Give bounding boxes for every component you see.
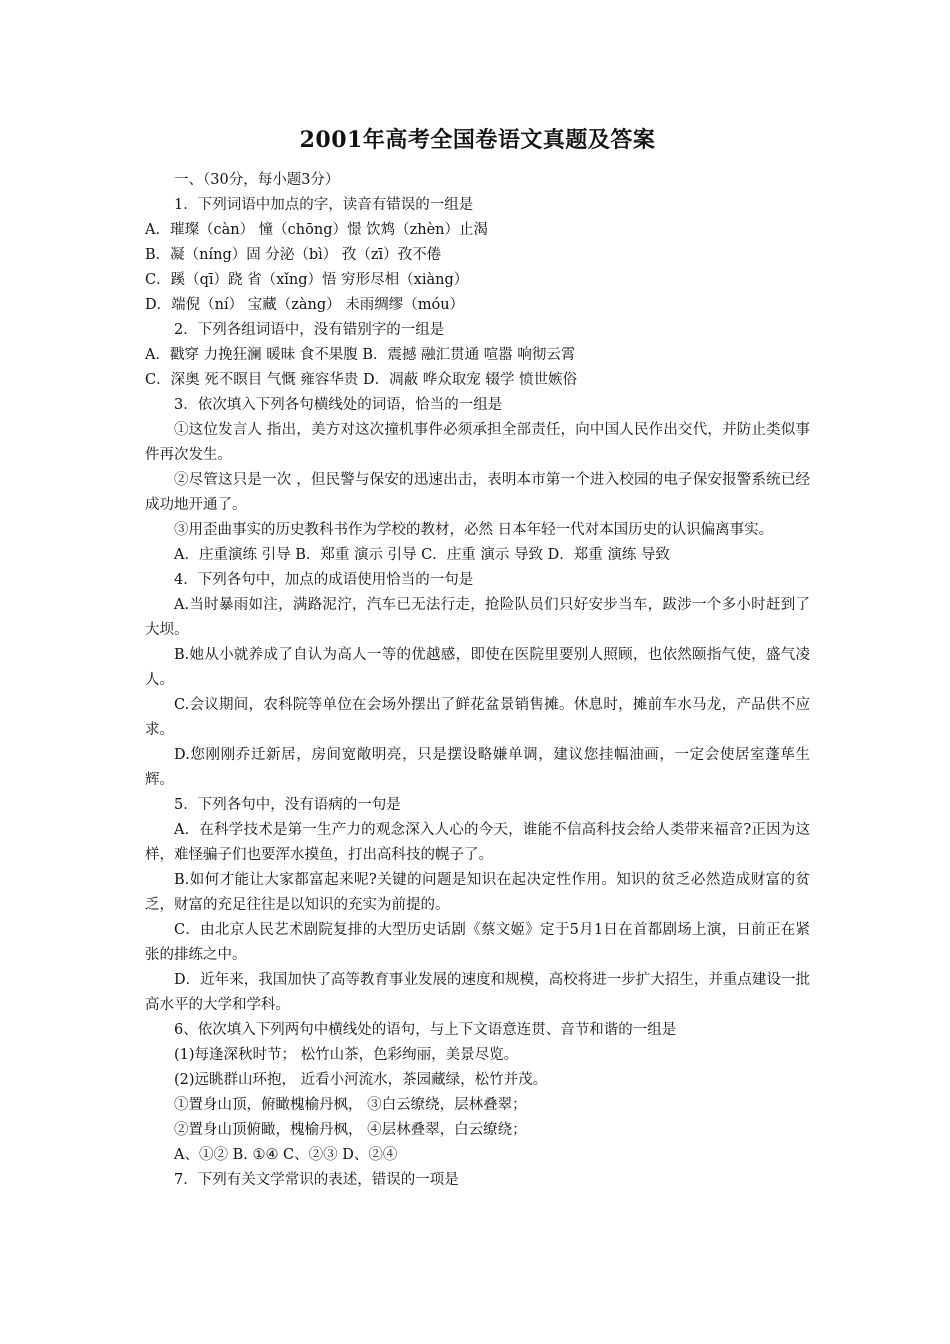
question-6-stem: 6、依次填入下列两句中横线处的语句，与上下文语意连贯、音节和谐的一组是 bbox=[174, 1022, 677, 1038]
question-6-choices-2-4: ②置身山顶俯瞰，槐榆丹枫， ④层林叠翠，白云缭绕； bbox=[174, 1122, 527, 1138]
question-1-option-c: C．蹊（qī）跷 省（xǐng）悟 穷形尽相（xiàng） bbox=[145, 272, 469, 288]
section-header: 一、（30分，每小题3分） bbox=[174, 172, 340, 188]
question-2-options-ab: A．戳穿 力挽狂澜 暖昧 食不果腹 B．震撼 融汇贯通 喧嚣 响彻云霄 bbox=[145, 347, 576, 363]
question-6-choices-1-3: ①置身山顶，俯瞰槐榆丹枫， ③白云缭绕，层林叠翠； bbox=[174, 1097, 527, 1113]
question-5-stem: 5．下列各句中，没有语病的一句是 bbox=[174, 797, 401, 813]
question-3-sentence-3: ③用歪曲事实的历史教科书作为学校的教材，必然 日本年轻一代对本国历史的认识偏离事实。 bbox=[174, 522, 774, 538]
question-7-stem: 7．下列有关文学常识的表述，错误的一项是 bbox=[174, 1172, 459, 1188]
question-2-options-cd: C．深奥 死不瞑目 气慨 雍容华贵 D．凋蔽 哗众取宠 辍学 愤世嫉俗 bbox=[145, 372, 577, 388]
question-5-option-b: B.如何才能让大家都富起来呢?关键的问题是知识在起决定性作用。知识的贫乏必然造成财富的贫乏，财富的充足往往是以知识的充实为前提的。 bbox=[145, 872, 810, 913]
question-3-sentence-2: ②尽管这只是一次 ，但民警与保安的迅速出击，表明本市第一个进入校园的电子保安报警系统已经成功地开通了。 bbox=[145, 472, 810, 513]
question-5-option-a: A．在科学技术是第一生产力的观念深入人心的今天，谁能不信高科技会给人类带来福音?正因为这样，难怪骗子们也要浑水摸鱼，打出高科技的幌子了。 bbox=[145, 822, 810, 863]
question-6-sentence-2: (2)远眺群山环抱， 近看小河流水，茶园藏绿，松竹并茂。 bbox=[174, 1072, 548, 1088]
question-1-stem: 1．下列词语中加点的字，读音有错误的一组是 bbox=[174, 197, 474, 213]
question-2-stem: 2．下列各组词语中，没有错别字的一组是 bbox=[174, 322, 445, 338]
question-4-option-b: B.她从小就养成了自认为高人一等的优越感，即使在医院里要别人照顾，也依然颐指气使，盛气凌人。 bbox=[145, 647, 810, 688]
document-page bbox=[145, 120, 810, 1193]
document-title: 2001年高考全国卷语文真题及答案 bbox=[299, 127, 656, 153]
question-4-option-d: D.您刚刚乔迁新居，房间宽敞明亮，只是摆设略嫌单调，建议您挂幅油画，一定会使居室蓬荜生辉。 bbox=[145, 747, 810, 788]
question-4-stem: 4．下列各句中，加点的成语使用恰当的一句是 bbox=[174, 572, 474, 588]
question-4-option-c: C.会议期间，农科院等单位在会场外摆出了鲜花盆景销售摊。休息时，摊前车水马龙，产品供不应求。 bbox=[145, 697, 810, 738]
question-3-sentence-1: ①这位发言人 指出，美方对这次撞机事件必须承担全部责任，向中国人民作出交代，并防止类似事件再次发生。 bbox=[145, 422, 810, 463]
question-6-options: A、①② B. ①④ C、②③ D、②④ bbox=[174, 1147, 398, 1163]
question-5-option-c: C．由北京人民艺术剧院复排的大型历史话剧《蔡文姬》定于5月1日在首都剧场上演，日前正在紧张的排练之中。 bbox=[145, 922, 810, 963]
question-1-option-d: D．端倪（ní） 宝藏（zàng） 未雨绸缪（móu） bbox=[145, 297, 465, 313]
question-5-option-d: D．近年来，我国加快了高等教育事业发展的速度和规模，高校将进一步扩大招生，并重点建设一批高水平的大学和学科。 bbox=[145, 972, 810, 1013]
question-4-option-a: A.当时暴雨如注，满路泥泞，汽车已无法行走，抢险队员们只好安步当车，跋涉一个多小时赶到了大坝。 bbox=[145, 597, 810, 638]
question-6-sentence-1: (1)每逢深秋时节； 松竹山茶，色彩绚丽，美景尽览。 bbox=[174, 1047, 519, 1063]
question-1-option-a: A．璀璨（càn） 憧（chōng）憬 饮鸩（zhèn）止渴 bbox=[145, 222, 489, 238]
question-1-option-b: B．凝（níng）固 分泌（bì） 孜（zī）孜不倦 bbox=[145, 247, 442, 263]
question-3-options: A．庄重演练 引导 B．郑重 演示 引导 C．庄重 演示 导致 D．郑重 演练 导致 bbox=[174, 547, 670, 563]
question-3-stem: 3．依次填入下列各句横线处的词语，恰当的一组是 bbox=[174, 397, 503, 413]
